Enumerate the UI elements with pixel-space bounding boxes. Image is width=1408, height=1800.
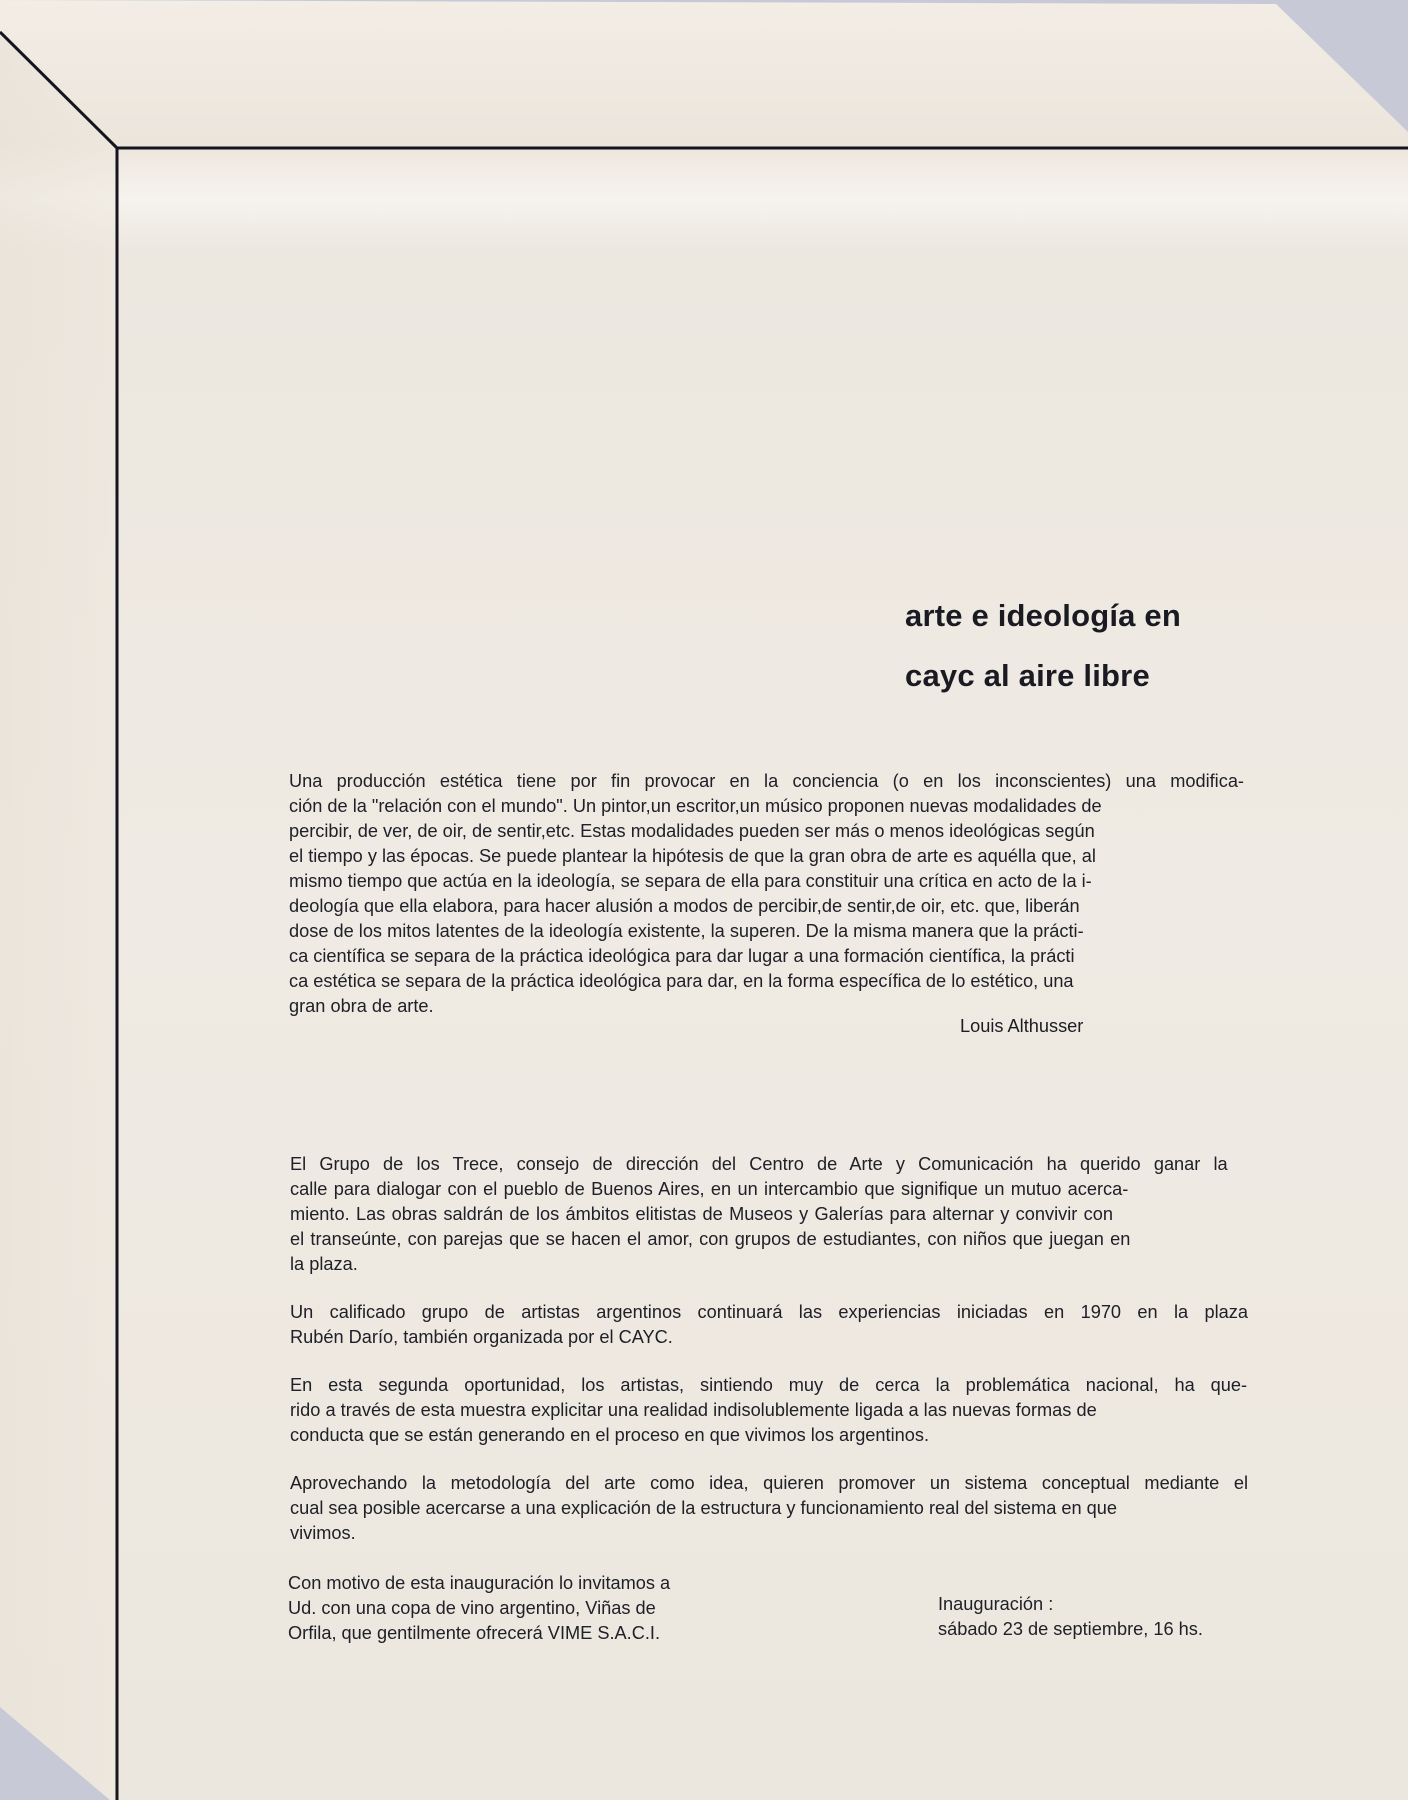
quote-line: gran obra de arte. xyxy=(289,996,434,1016)
title-line-2: cayc al aire libre xyxy=(905,658,1150,693)
paragraph-segunda-oportunidad xyxy=(290,1373,1247,1448)
paragraph-line: miento. Las obras saldrán de los ámbitos elitistas de Museos y Galerías para alternar y convivir con xyxy=(290,1204,1113,1224)
quote-author: Louis Althusser xyxy=(960,1016,1084,1036)
quote-line: mismo tiempo que actúa en la ideología, se separa de ella para constituir una crítica en acto de la i- xyxy=(289,871,1092,891)
quote-line: ción de la "relación con el mundo". Un pintor,un escritor,un músico proponen nuevas modalidades de xyxy=(289,796,1102,816)
invitation-line: Orfila, que gentilmente ofrecerá VIME S.A.C.I. xyxy=(288,1623,660,1643)
quote-line: ca estética se separa de la práctica ideológica para dar, en la forma específica de lo estético, una xyxy=(289,971,1074,991)
quote-line: ca científica se separa de la práctica ideológica para dar lugar a una formación científica, la prácti xyxy=(289,946,1075,966)
paragraph-line: conducta que se están generando en el proceso en que vivimos los argentinos. xyxy=(290,1425,930,1445)
invitation-line: Con motivo de esta inauguración lo invitamos a xyxy=(288,1573,671,1593)
paragraph-line: El Grupo de los Trece, consejo de dirección del Centro de Arte y Comunicación ha querido ganar la xyxy=(290,1154,1228,1174)
paragraph-metodologia xyxy=(290,1471,1248,1546)
paragraph-line: el transeúnte, con parejas que se hacen el amor, con grupos de estudiantes, con niños que juegan en xyxy=(290,1229,1131,1249)
paragraph-line: calle para dialogar con el pueblo de Buenos Aires, en un intercambio que signifique un mutuo acerca- xyxy=(290,1179,1129,1199)
inauguration-info xyxy=(938,1592,1203,1642)
invitation-line: Ud. con una copa de vino argentino, Viñas de xyxy=(288,1598,656,1618)
title-line-1: arte e ideología en xyxy=(905,598,1181,633)
invitation-text xyxy=(288,1571,670,1646)
inauguration-date: sábado 23 de septiembre, 16 hs. xyxy=(938,1619,1203,1639)
quote-line: el tiempo y las épocas. Se puede plantear la hipótesis de que la gran obra de arte es aquélla que, al xyxy=(289,846,1096,866)
inauguration-label: Inauguración : xyxy=(938,1594,1054,1614)
paragraph-line: Aprovechando la metodología del arte como idea, quieren promover un sistema conceptual mediante el xyxy=(290,1473,1248,1493)
quote-line: dose de los mitos latentes de la ideología existente, la superen. De la misma manera que la prácti- xyxy=(289,921,1084,941)
paragraph-grupo-trece xyxy=(290,1152,1228,1277)
fold-flap-left xyxy=(0,32,117,1800)
quote-line: percibir, de ver, de oir, de sentir,etc. Estas modalidades pueden ser más o menos ideológicas según xyxy=(289,821,1095,841)
paragraph-line: En esta segunda oportunidad, los artistas, sintiendo muy de cerca la problemática nacional, ha que- xyxy=(290,1375,1248,1395)
paragraph-line: vivimos. xyxy=(290,1523,356,1543)
paragraph-artistas xyxy=(290,1300,1248,1350)
quote-line: Una producción estética tiene por fin provocar en la conciencia (o en los inconscientes) una modifica- xyxy=(289,771,1244,791)
paragraph-line: cual sea posible acercarse a una explicación de la estructura y funcionamiento real del sistema en que xyxy=(290,1498,1117,1518)
paragraph-line: rido a través de esta muestra explicitar una realidad indisolublemente ligada a las nuevas formas de xyxy=(290,1400,1097,1420)
paragraph-line: Rubén Darío, también organizada por el CAYC. xyxy=(290,1327,673,1347)
paragraph-line: Un calificado grupo de artistas argentinos continuará las experiencias iniciadas en 1970 en la plaza xyxy=(290,1302,1248,1322)
althusser-quote xyxy=(289,769,1244,1019)
quote-line: deología que ella elabora, para hacer alusión a modos de percibir,de sentir,de oir, etc. que, liberán xyxy=(289,896,1080,916)
paragraph-line: la plaza. xyxy=(290,1254,358,1274)
